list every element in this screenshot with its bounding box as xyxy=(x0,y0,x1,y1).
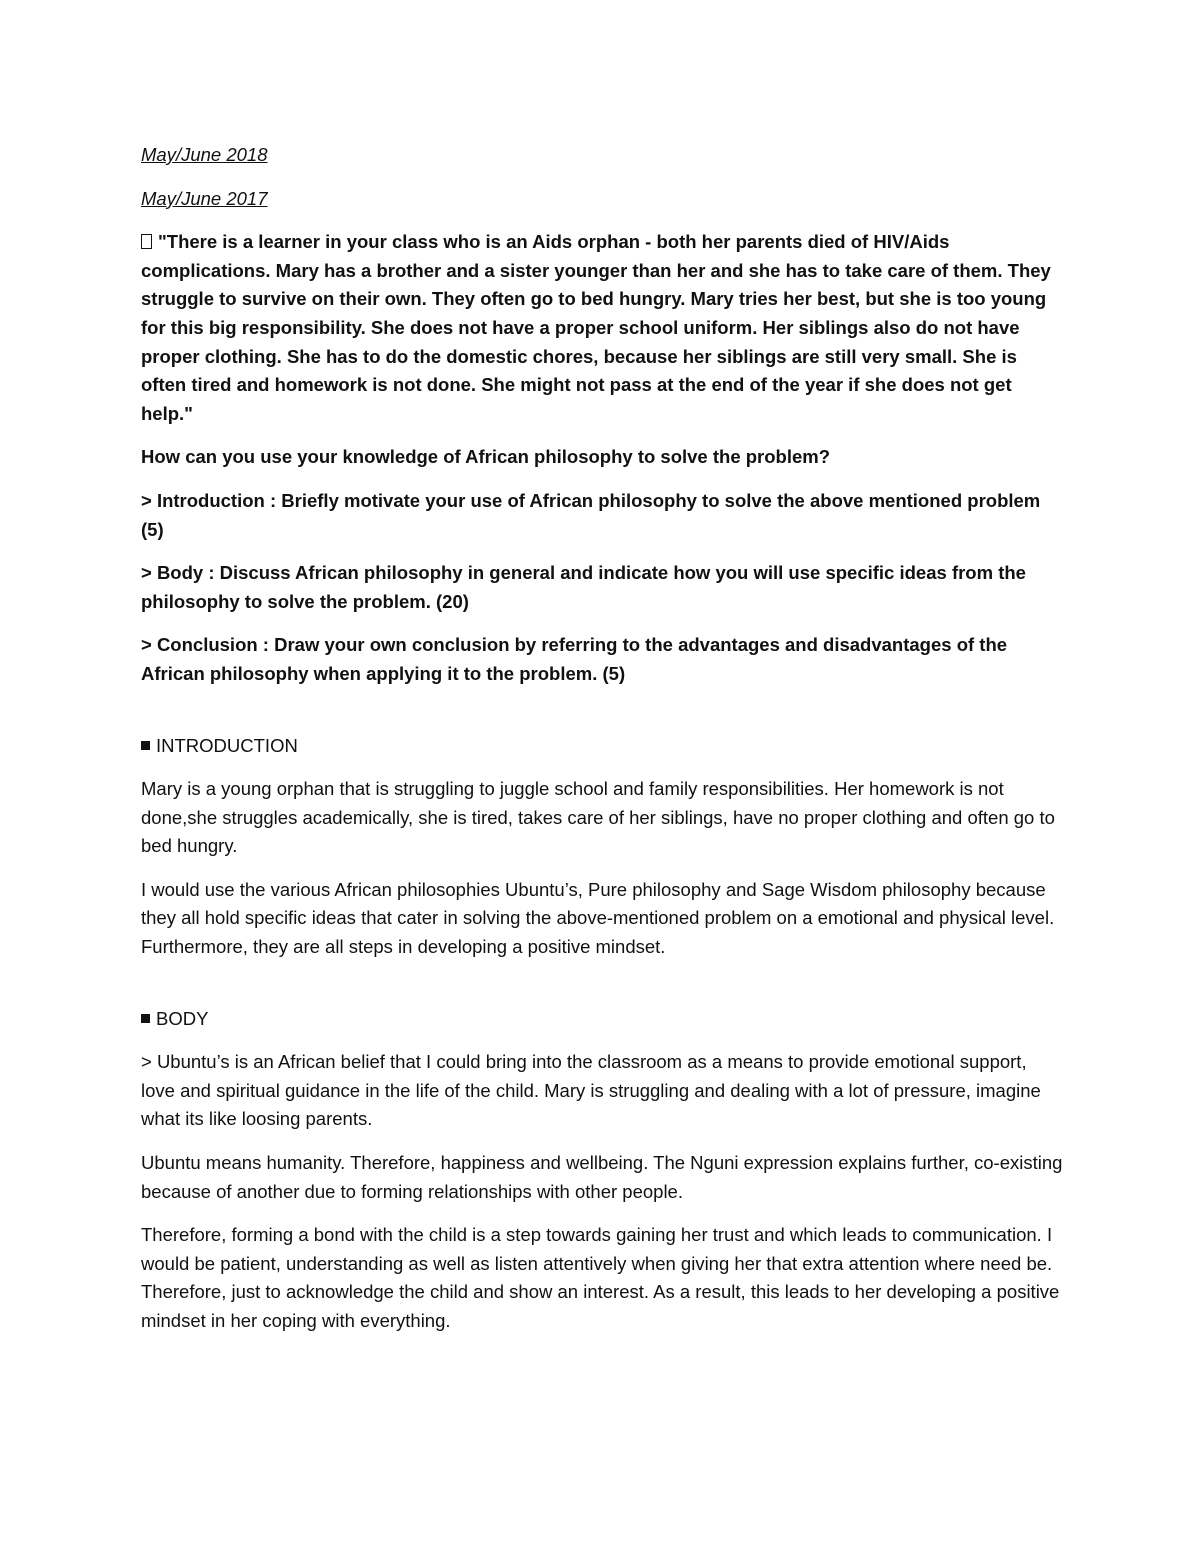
body-paragraph-1: > Ubuntu’s is an African belief that I could bring into the classroom as a means to provide emotional support, love and spiritual guidance in the life of the child. Mary is struggling and dealing with a lot of pressure, imagine what its like loosing parents. xyxy=(141,1051,1041,1130)
date-heading-2017: May/June 2017 xyxy=(141,187,268,209)
body-paragraph-2: Ubuntu means humanity. Therefore, happiness and wellbeing. The Nguni expression explains further, co-existing because of another due to forming relationships with other people. xyxy=(141,1152,1063,1202)
introduction-paragraph-1: Mary is a young orphan that is struggling to juggle school and family responsibilities. Her homework is not done,she struggles academically, she is tired, takes care of her siblings, have no proper clothing and often go to bed hungry. xyxy=(141,778,1055,857)
body-heading xyxy=(141,1005,1063,1034)
document-content xyxy=(141,141,1063,1351)
question-part-conclusion: > Conclusion : Draw your own conclusion by referring to the advantages and disadvantages of the African philosophy when applying it to the problem. (5) xyxy=(141,634,1008,684)
body-heading-text: BODY xyxy=(156,1007,209,1029)
square-bullet-icon xyxy=(141,741,150,750)
square-bullet-icon xyxy=(141,1014,150,1023)
question-prompt: How can you use your knowledge of African philosophy to solve the problem? xyxy=(141,446,831,468)
body-paragraph-3: Therefore, forming a bond with the child is a step towards gaining her trust and which leads to communication. I would be patient, understanding as well as listen attentively when giving her that extra attention where need be. Therefore, just to acknowledge the child and show an interest. As a result, this leads to her developing a positive mindset in her coping with everything. xyxy=(141,1224,1060,1331)
date-heading-2018: May/June 2018 xyxy=(141,144,268,165)
question-part-introduction: > Introduction : Briefly motivate your use of African philosophy to solve the above mentioned problem (5) xyxy=(141,489,1041,540)
scenario-text: "There is a learner in your class who is an Aids orphan - both her parents died of HIV/Aids complications. Mary has a brother and a sister younger than her and she has to take care of them. They struggle to survive on their own. They often go to bed hungry. Mary tries her best, but she is too young for this big responsibility. She does not have a proper school uniform. Her siblings also do not have proper clothing. She has to do the domestic chores, because her siblings are still very small. She is often tired and homework is not done. She might not pass at the end of the year if she does not get help." xyxy=(141,231,1051,424)
missing-glyph-icon xyxy=(141,234,152,249)
scenario-paragraph xyxy=(141,228,1063,428)
introduction-heading xyxy=(141,732,1063,761)
question-part-body: > Body : Discuss African philosophy in general and indicate how you will use specific ideas from the philosophy to solve the problem. (20) xyxy=(141,562,1026,612)
introduction-heading-text: INTRODUCTION xyxy=(156,734,298,756)
introduction-paragraph-2: I would use the various African philosophies Ubuntu’s, Pure philosophy and Sage Wisdom philosophy because they all hold specific ideas that cater in solving the above-mentioned problem on a emotional and physical level. Furthermore, they are all steps in developing a positive mindset. xyxy=(141,878,1055,958)
